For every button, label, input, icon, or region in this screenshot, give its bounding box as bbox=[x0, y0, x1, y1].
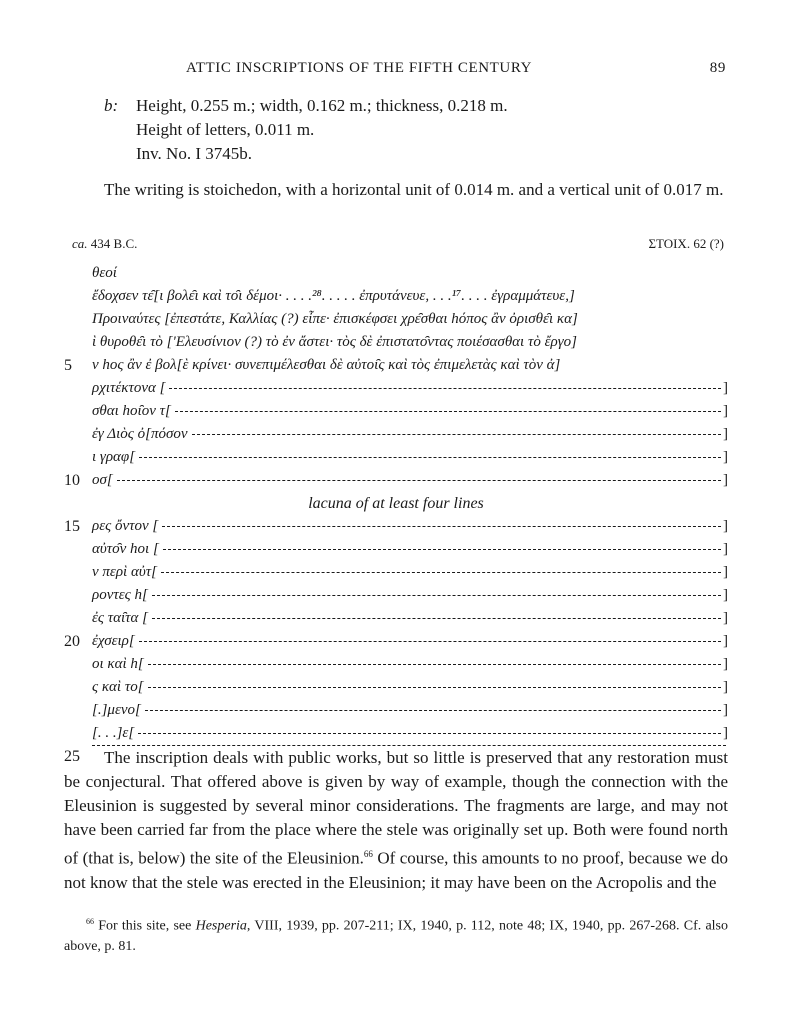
greek-text: ς καὶ το[ bbox=[92, 679, 144, 695]
fragment-b-line-3: Inv. No. I 3745b. bbox=[136, 144, 252, 163]
lacuna-row bbox=[64, 492, 728, 515]
line-content bbox=[92, 377, 728, 400]
line-number: 15 bbox=[64, 518, 80, 535]
footnote-text-1: For this site, see bbox=[94, 918, 196, 934]
footnote-text-2: , VIII, 1939, pp. 207-211; IX, 1940, p. 112, note 48; IX, 1940, pp. 267-268. Cf. also above, p. 81. bbox=[64, 918, 729, 954]
inscription-text bbox=[64, 262, 728, 768]
footnote-ref[interactable]: 66 bbox=[363, 849, 373, 859]
inscription-line bbox=[64, 354, 728, 377]
closing-bracket: ] bbox=[723, 380, 728, 396]
greek-text: ἐγ Διὸς ὀ[πόσον bbox=[92, 426, 188, 442]
lacuna-dashes bbox=[139, 457, 721, 458]
lacuna-dashes bbox=[148, 687, 721, 688]
line-content bbox=[92, 722, 728, 745]
lacuna-dashes bbox=[117, 480, 721, 481]
lacuna-dashes bbox=[139, 641, 721, 642]
lacuna-dashes bbox=[161, 572, 721, 573]
line-content bbox=[92, 469, 728, 492]
greek-text: [.]μενο[ bbox=[92, 702, 141, 718]
greek-text: αὐτο̑ν hοι [ bbox=[92, 541, 159, 557]
greek-text: ν περὶ αὐτ[ bbox=[92, 564, 157, 580]
greek-text: ροντες h[ bbox=[92, 587, 148, 603]
greek-text: θεοί bbox=[92, 265, 117, 281]
inscription-line bbox=[64, 377, 728, 400]
inscription-line bbox=[64, 607, 728, 630]
greek-text: οσ[ bbox=[92, 472, 113, 488]
closing-bracket: ] bbox=[723, 610, 728, 626]
footnote bbox=[64, 912, 728, 957]
inscription-line bbox=[64, 469, 728, 492]
inscription-line bbox=[64, 331, 728, 354]
date-prefix: ca. bbox=[72, 236, 88, 251]
inscription-line bbox=[64, 446, 728, 469]
greek-text: οι καὶ h[ bbox=[92, 656, 144, 672]
inscription-line bbox=[64, 561, 728, 584]
closing-bracket: ] bbox=[723, 702, 728, 718]
lacuna-dashes bbox=[175, 411, 721, 412]
line-content bbox=[92, 308, 728, 331]
inscription-line bbox=[64, 538, 728, 561]
fragment-label-letter: b bbox=[104, 96, 113, 115]
lacuna-dashes bbox=[148, 664, 721, 665]
page-number: 89 bbox=[709, 60, 726, 76]
inscription-line bbox=[64, 400, 728, 423]
greek-text: σθαι hοι̑ον τ[ bbox=[92, 403, 171, 419]
inscription-line bbox=[64, 262, 728, 285]
line-content bbox=[92, 515, 728, 538]
line-content bbox=[92, 262, 728, 285]
lacuna-dashes bbox=[162, 526, 721, 527]
closing-bracket: ] bbox=[723, 541, 728, 557]
line-number: 20 bbox=[64, 633, 80, 650]
inscription-line bbox=[64, 653, 728, 676]
running-title: ATTIC INSCRIPTIONS OF THE FIFTH CENTURY bbox=[186, 60, 533, 76]
closing-bracket: ] bbox=[723, 426, 728, 442]
line-content bbox=[92, 538, 728, 561]
line-number: 5 bbox=[64, 357, 72, 374]
greek-text: ι γραφ[ bbox=[92, 449, 136, 465]
lacuna-dashes bbox=[152, 595, 721, 596]
closing-bracket: ] bbox=[723, 587, 728, 603]
lacuna-dashes bbox=[145, 710, 721, 711]
closing-bracket: ] bbox=[723, 679, 728, 695]
lacuna-dashes bbox=[163, 549, 721, 550]
closing-bracket: ] bbox=[723, 472, 728, 488]
greek-text: ἐχσειρ[ bbox=[92, 633, 135, 649]
line-content bbox=[92, 607, 728, 630]
fragment-label: b: bbox=[104, 96, 119, 115]
inscription-line bbox=[64, 630, 728, 653]
greek-text: ἐς ται̑τα [ bbox=[92, 610, 148, 626]
commentary-text-2: Of course, this amounts to no proof, because we do not know that the stele was erected in the Eleusinion; it may have been on the Acropolis and the bbox=[64, 848, 728, 892]
commentary-text-1: The inscription deals with public works, but so little is preserved that any restoration must be conjectural. That offered above is given by way of example, though the connection with the Eleusinion is suggested by several minor considerations. The fragments are large, and may not have been carried far from the place where the stele was originally set up. Both were found north of (that is, below) the site of the Eleusinion. bbox=[64, 748, 728, 868]
closing-bracket: ] bbox=[723, 633, 728, 649]
lacuna-dashes bbox=[169, 388, 721, 389]
fragment-dimensions: Height, 0.255 m.; width, 0.162 m.; thickness, 0.218 m. bbox=[136, 96, 508, 115]
line-content bbox=[92, 331, 728, 354]
closing-bracket: ] bbox=[723, 518, 728, 534]
line-content bbox=[92, 400, 728, 423]
commentary-paragraph bbox=[64, 746, 728, 895]
running-head bbox=[186, 60, 726, 77]
greek-text: ρχιτέκτονα [ bbox=[92, 380, 166, 396]
greek-text: ν hος ἂν ἐ βολ[ὲ κρίνει· συνεπιμέλεσθαι δὲ αὐτοι̑ς καὶ τὸς ἐπιμελετὰς καὶ τὸν ἀ] bbox=[92, 357, 561, 373]
footnote-number: 66 bbox=[86, 917, 94, 926]
line-content bbox=[92, 653, 728, 676]
line-content bbox=[92, 561, 728, 584]
line-content bbox=[92, 423, 728, 446]
line-content bbox=[92, 285, 728, 308]
intro-paragraph: The writing is stoichedon, with a horizontal unit of 0.014 m. and a vertical unit of 0.017 m. bbox=[104, 180, 724, 199]
fragment-b-line-1 bbox=[104, 94, 508, 118]
greek-text: [. . .]ε[ bbox=[92, 725, 135, 741]
closing-bracket: ] bbox=[723, 403, 728, 419]
closing-bracket: ] bbox=[723, 564, 728, 580]
lacuna-note: lacuna of at least four lines bbox=[308, 495, 484, 512]
fragment-b-line-2: Height of letters, 0.011 m. bbox=[136, 120, 315, 139]
closing-bracket: ] bbox=[723, 725, 728, 741]
closing-bracket: ] bbox=[723, 449, 728, 465]
inscription-line bbox=[64, 285, 728, 308]
lacuna-dashes bbox=[138, 733, 721, 734]
lacuna-dashes bbox=[152, 618, 721, 619]
inscription-date bbox=[72, 236, 137, 252]
greek-text: ὶ θυροθε̑ι τὸ ['Ελευσίνιον (?) τὸ ἐν ἄστει· τὸς δὲ ἐπιστατο̑ντας ποιέσασθαι τὸ ἔργο] bbox=[92, 334, 577, 350]
inscription-line bbox=[64, 308, 728, 331]
greek-text: ἔδοχσεν τε̑[ι βολε̑ι καὶ το̑ι δέμοι· . . . .²⁸. . . . . ἐπρυτάνευε, . . .¹⁷. . . . ἐγραμμάτευε,] bbox=[92, 288, 575, 304]
fragment-b-description bbox=[104, 94, 508, 166]
line-number: 25 bbox=[64, 748, 80, 765]
closing-bracket: ] bbox=[723, 656, 728, 672]
greek-text: ρες ὄντον [ bbox=[92, 518, 159, 534]
line-content bbox=[92, 584, 728, 607]
line-content bbox=[92, 676, 728, 699]
line-content bbox=[92, 630, 728, 653]
inscription-line bbox=[64, 584, 728, 607]
stoichedon-count: ΣΤΟΙΧ. 62 (?) bbox=[648, 236, 724, 251]
lacuna-dashes bbox=[192, 434, 721, 435]
date-value: 434 B.C. bbox=[90, 236, 138, 251]
journal-title: Hesperia bbox=[195, 918, 247, 934]
greek-text: Προιναύτες [ἐπεστάτε, Καλλίας (?) εἶπε· ἐπισκέφσει χρε̑σθαι hόπος ἂν ὀρισθε̑ι κα] bbox=[92, 311, 578, 327]
inscription-line bbox=[64, 423, 728, 446]
line-number: 10 bbox=[64, 472, 80, 489]
line-content bbox=[92, 446, 728, 469]
inscription-line bbox=[64, 699, 728, 722]
line-content bbox=[92, 699, 728, 722]
inscription-line bbox=[64, 676, 728, 699]
line-content bbox=[92, 354, 728, 377]
inscription-line bbox=[64, 515, 728, 538]
inscription-line bbox=[64, 722, 728, 745]
